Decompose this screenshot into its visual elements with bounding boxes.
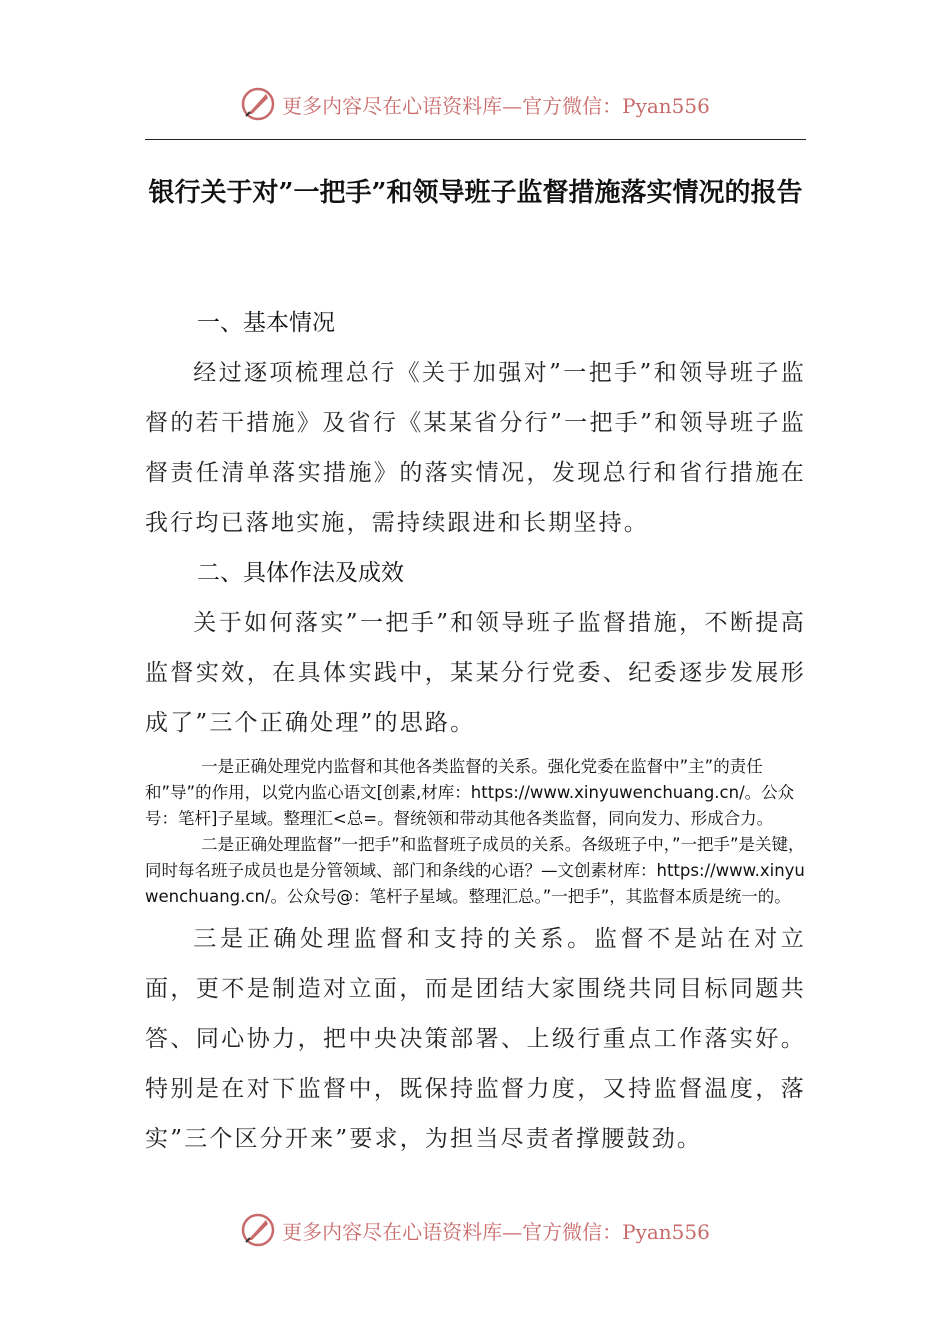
section-heading: 一、基本情况 <box>197 310 335 336</box>
small-paragraph: 二是正确处理监督”一把手”和监督班子成员的关系。各级班子中，”一把手”是关键，同时每名班子成员也是分管领域、部门和条线的心语？—文创素材库：https://www.xinyuwenchuang.cn/。公众号@：笔杆子星域。整理汇总。”一把手”，其监督本质是统一的。 <box>145 835 805 906</box>
small-text-block <box>145 754 806 910</box>
section-heading: 二、具体作法及成效 <box>197 560 404 586</box>
watermark-text: 更多内容尽在心语资料库—官方微信：Pyan556 <box>282 1219 710 1244</box>
document-title: 银行关于对”一把手”和领导班子监督措施落实情况的报告 <box>148 178 803 208</box>
document-body <box>145 298 806 1164</box>
body-paragraph: 经过逐项梳理总行《关于加强对”一把手”和领导班子监督的若干措施》及省行《某某省分行”一把手”和领导班子监督责任清单落实措施》的落实情况，发现总行和省行措施在我行均已落地实施，需持续跟进和长期坚持。 <box>145 360 806 536</box>
footer-watermark <box>0 1210 950 1250</box>
header-watermark <box>0 84 950 124</box>
quill-circle-logo-icon <box>240 86 276 122</box>
watermark-text: 更多内容尽在心语资料库—官方微信：Pyan556 <box>282 93 710 118</box>
quill-circle-logo-icon <box>240 1212 276 1248</box>
body-paragraph: 三是正确处理监督和支持的关系。监督不是站在对立面，更不是制造对立面，而是团结大家围绕共同目标同题共答、同心协力，把中央决策部署、上级行重点工作落实好。特别是在对下监督中，既保持监督力度，又持监督温度，落实”三个区分开来”要求，为担当尽责者撑腰鼓劲。 <box>145 926 806 1152</box>
body-paragraph: 关于如何落实”一把手”和领导班子监督措施，不断提高监督实效，在具体实践中，某某分行党委、纪委逐步发展形成了”三个正确处理”的思路。 <box>145 610 806 736</box>
header-divider <box>145 139 806 140</box>
small-paragraph: 一是正确处理党内监督和其他各类监督的关系。强化党委在监督中”主”的责任和”导”的作用，以党内监心语文[创素,材库：https://www.xinyuwenchuang.cn/。公众号：笔杆]子星域。整理汇<总=。督统领和带动其他各类监督，同向发力、形成合力。 <box>145 757 795 828</box>
